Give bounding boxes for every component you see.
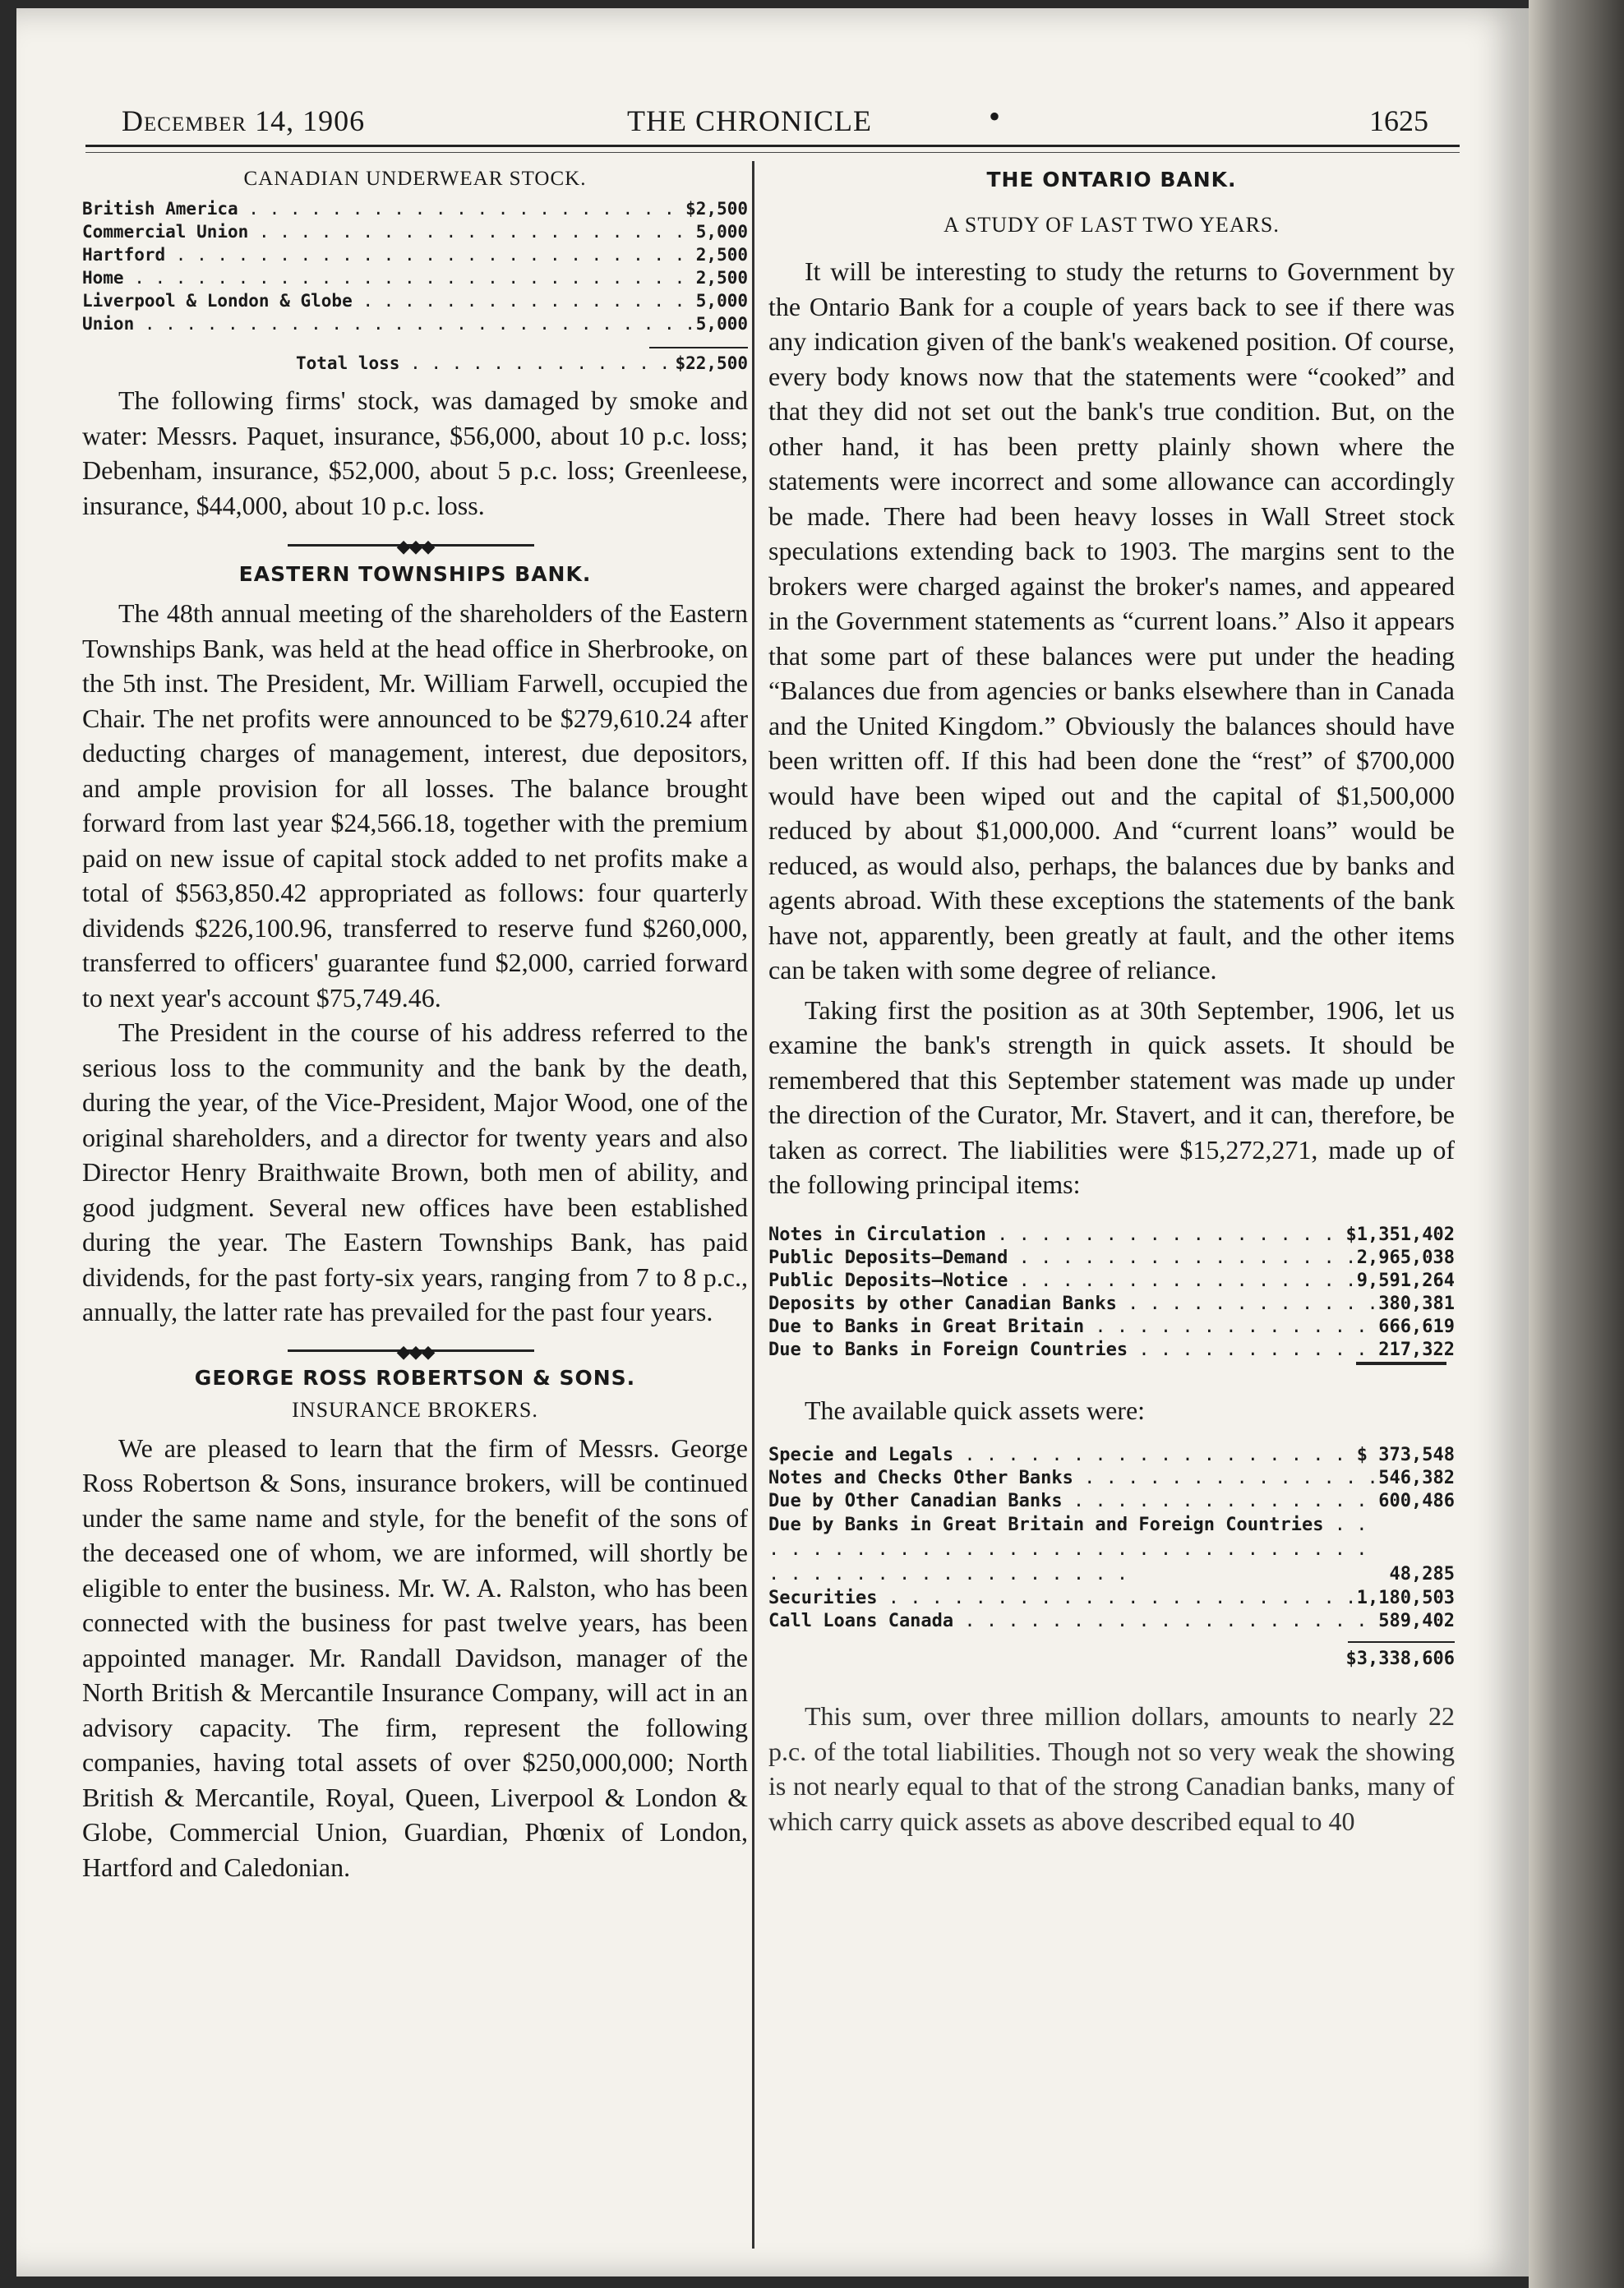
table-row: Due by Other Canadian Banks . . . 600,486: [768, 1490, 1455, 1513]
table-row: Notes in Circulation . . . $1,351,402: [768, 1224, 1455, 1247]
table-row: Due to Banks in Great Britain . . . 666,619: [768, 1316, 1455, 1339]
table-row: Specie and Legals . . . $ 373,548: [768, 1444, 1455, 1467]
table-row: Notes and Checks Other Banks . . . 546,382: [768, 1467, 1455, 1490]
underwear-heading: CANADIAN UNDERWEAR STOCK.: [243, 168, 587, 190]
table-row: Home . . . 2,500: [82, 266, 748, 289]
table-row: Hartford . . . 2,500: [82, 243, 748, 266]
total-rule: [1348, 1641, 1455, 1643]
table-row: Union . . . 5,000: [82, 312, 748, 335]
underwear-table: [82, 197, 748, 375]
total-row: Total loss . . . $22,500: [82, 352, 748, 375]
robertson-subheading: INSURANCE BROKERS.: [292, 1397, 538, 1422]
table-row: Public Deposits—Notice . . . 9,591,264: [768, 1270, 1455, 1293]
left-column: [82, 164, 748, 1884]
total-row: $3,338,606: [1345, 1649, 1455, 1669]
table-row: Call Loans Canada . . . 589,402: [768, 1610, 1455, 1633]
eastern-paragraph-2: The President in the course of his address referred to the serious loss to the community and the bank by the death, during the year, of the Vice-President, Major Wood, one of the original shareholders, and a director for twenty years and also Director Henry Braithwaite Brown, both men of ability, and good judgment. Several new offices have been established during the year. The Eastern Townships Bank, has paid dividends, for the past forty-six years, ranging from 7 to 8 p.c., annually, the latter rate has prevailed for the past four years.: [82, 1017, 748, 1326]
table-row: British America . . . $2,500: [82, 197, 748, 220]
assets-intro: The available quick assets were:: [805, 1395, 1146, 1425]
table-row: Securities . . . 1,180,503: [768, 1587, 1455, 1610]
ontario-paragraph-1: It will be interesting to study the returns to Government by the Ontario Bank for a couple of years back to see if there was any indication given of the bank's weakened position. Of course, every body knows now that the statements were “cooked” and that they did not set out the bank's true condition. But, on the other hand, it has been pretty plainly shown where the statements were incorrect and some allowance can accordingly be made. There had been heavy losses in Wall Street stock speculations extending back to 1903. The margins sent to the brokers were charged against the broker's names, and appeared in the Government statements as “current loans.” Also it appears that some part of these balances were put under the heading “Balances due from agencies or banks elsewhere than in Canada and the United Kingdom.” Obviously the balances should have been written off. If this had been done the “rest” of $700,000 would have been wiped out and the capital of $1,500,000 reduced by about $1,000,000. And “current loans” would be reduced, as would also, perhaps, the balances due by banks and agents abroad. With these exceptions the statements of the bank have not, apparently, been greatly at fault, and the other items can be taken with some degree of reliance.: [768, 256, 1455, 985]
ontario-subheading: A STUDY OF LAST TWO YEARS.: [943, 213, 1280, 237]
table-row: Public Deposits—Demand . . . 2,965,038: [768, 1247, 1455, 1270]
header-bullet: •: [989, 98, 1001, 135]
table-row: Deposits by other Canadian Banks . . . 380,381: [768, 1293, 1455, 1316]
robertson-section: [82, 1366, 748, 1885]
section-ornament: ◆◆◆: [82, 1338, 748, 1363]
ontario-paragraph-2: Taking first the position as at 30th September, 1906, let us examine the bank's strength in quick assets. It should be remembered that this September statement was made up under the direction of the Curator, Mr. Stavert, and it can, therefore, be taken as correct. The liabilities were $15,272,271, made up of the following principal items:: [768, 994, 1455, 1199]
header-date: December 14, 1906: [122, 104, 366, 137]
underwear-section: [82, 168, 748, 523]
header-page-number: 1625: [1369, 104, 1428, 137]
liabilities-table: [768, 1224, 1455, 1365]
total-rule: [1356, 1362, 1446, 1365]
underwear-paragraph: The following firms' stock, was damaged by smoke and water: Messrs. Paquet, insurance, $56,000, about 10 p.c. loss; Debenham, insurance, $52,000, about 5 p.c. loss; Greenleese, insurance, $44,000, about 10 p.c. loss.: [82, 385, 748, 520]
ontario-heading: THE ONTARIO BANK.: [986, 168, 1237, 191]
header-rule: [85, 145, 1460, 153]
table-row: Liverpool & London & Globe . . . 5,000: [82, 289, 748, 312]
table-row: Commercial Union . . . 5,000: [82, 220, 748, 243]
robertson-heading: GEORGE ROSS ROBERTSON & SONS.: [194, 1365, 636, 1390]
robertson-paragraph: We are pleased to learn that the firm of Messrs. George Ross Robertson & Sons, insurance brokers, will be continued under the same name and style, for the benefit of the sons of the deceased one of whom, we are informed, will shortly be eligible to enter the business. Mr. W. A. Ralston, who has been connected with the business for past twelve years, has been appointed manager. Mr. Randall Davidson, manager of the North British & Mercantile Insurance Company, will act in an advisory capacity. The firm, represent the following companies, having total assets of over $250,000,000; North British & Mercantile, Royal, Queen, Liverpool & London & Globe, Commercial Union, Guardian, Phœnix of London, Hartford and Caledonian.: [82, 1432, 748, 1882]
eastern-paragraph-1: The 48th annual meeting of the shareholders of the Eastern Townships Bank, was held at the head office in Sherbrooke, on the 5th inst. The President, Mr. William Farwell, occupied the Chair. The net profits were announced to be $279,610.24 after deducting charges of management, interest, due depositors, and ample provision for all losses. The balance brought forward from last year $24,566.18, together with the premium paid on new issue of capital stock added to net profits make a total of $563,850.42 appropriated as follows: four quarterly dividends $226,100.96, transferred to reserve fund $260,000, transferred to officers' guarantee fund $2,000, carried forward to next year's account $75,749.46.: [82, 598, 748, 1013]
running-head: [122, 98, 1428, 137]
table-row: Due by Banks in Great Britain and Foreign Countries . . . 48,285: [768, 1513, 1455, 1587]
closing-paragraph: This sum, over three million dollars, amounts to nearly 22 p.c. of the total liabilities. Though not so very weak the showing is not nearly equal to that of the strong Canadian banks, many of which carry quick assets as above described equal to 40: [768, 1701, 1455, 1836]
section-ornament: ◆◆◆: [82, 533, 748, 557]
total-rule: [649, 347, 748, 348]
eastern-heading: EASTERN TOWNSHIPS BANK.: [238, 562, 592, 586]
column-divider: [752, 161, 754, 2249]
table-row: Due to Banks in Foreign Countries . . . 217,322: [768, 1339, 1455, 1362]
eastern-townships-section: [82, 562, 748, 1330]
book-binding: [1529, 0, 1624, 2288]
assets-table: [768, 1444, 1455, 1671]
right-column: [768, 164, 1455, 1838]
header-title: THE CHRONICLE: [627, 104, 872, 137]
